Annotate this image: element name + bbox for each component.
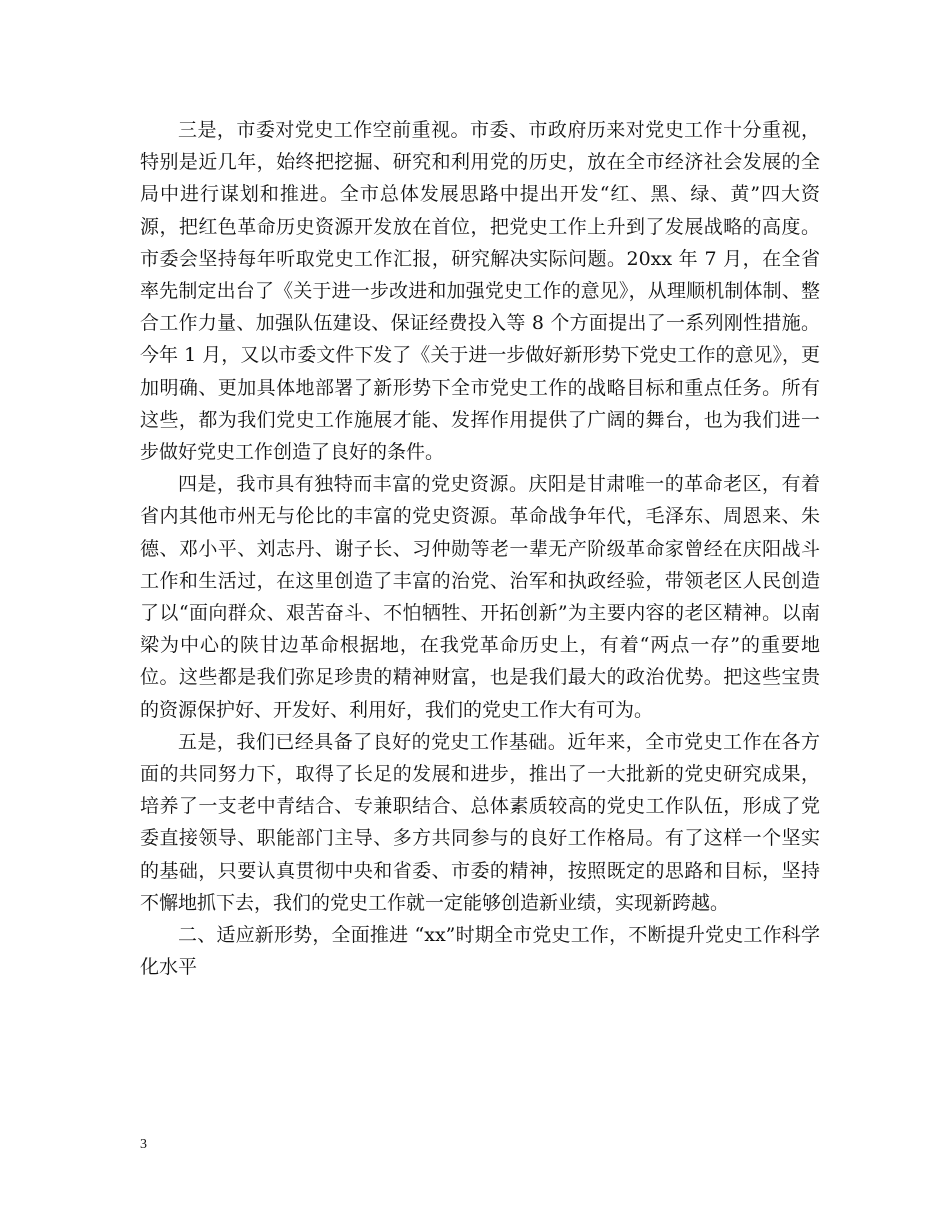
paragraph-point-three: 三是，市委对党史工作空前重视。市委、市政府历来对党史工作十分重视，特别是近几年，始终把挖掘、研究和利用党的历史，放在全市经济社会发展的全局中进行谋划和推进。全市总体发展思路中提出开发“红、黑、绿、黄”四大资源，把红色革命历史资源开发放在首位，把党史工作上升到了发展战略的高度。市委会坚持每年听取党史工作汇报，研究解决实际问题。20xx 年 7 月，在全省率先制定出台了《关于进一步改进和加强党史工作的意见》，从理顺机制体制、整合工作力量、加强队伍建设、保证经费投入等 8 个方面提出了一系列刚性措施。今年 1 月，又以市委文件下发了《关于进一步做好新形势下党史工作的意见》，更加明确、更加具体地部署了新形势下全市党史工作的战略目标和重点任务。所有这些，都为我们党史工作施展才能、发挥作用提供了广阔的舞台，也为我们进一步做好党史工作创造了良好的条件。 xyxy=(140,119,820,464)
page-number: 3 xyxy=(140,1137,147,1152)
paragraph-point-five: 五是，我们已经具备了良好的党史工作基础。近年来，全市党史工作在各方面的共同努力下，取得了长足的发展和进步，推出了一大批新的党史研究成果，培养了一支老中青结合、专兼职结合、总体素质较高的党史工作队伍，形成了党委直接领导、职能部门主导、多方共同参与的良好工作格局。有了这样一个坚实的基础，只要认真贯彻中央和省委、市委的精神，按照既定的思路和目标，坚持不懈地抓下去，我们的党史工作就一定能够创造新业绩，实现新跨越。 xyxy=(140,730,820,914)
document-body xyxy=(140,114,820,983)
section-heading-two: 二、适应新形势，全面推进 “xx”时期全市党史工作，不断提升党史工作科学化水平 xyxy=(140,924,820,979)
paragraph-point-four: 四是，我市具有独特而丰富的党史资源。庆阳是甘肃唯一的革命老区，有着省内其他市州无与伦比的丰富的党史资源。革命战争年代，毛泽东、周恩来、朱德、邓小平、刘志丹、谢子长、习仲勋等老一辈无产阶级革命家曾经在庆阳战斗工作和生活过，在这里创造了丰富的治党、治军和执政经验，带领老区人民创造了以“面向群众、艰苦奋斗、不怕牺牲、开拓创新”为主要内容的老区精神。以南梁为中心的陕甘边革命根据地，在我党革命历史上，有着“两点一存”的重要地位。这些都是我们弥足珍贵的精神财富，也是我们最大的政治优势。把这些宝贵的资源保护好、开发好、利用好，我们的党史工作大有可为。 xyxy=(140,473,820,721)
